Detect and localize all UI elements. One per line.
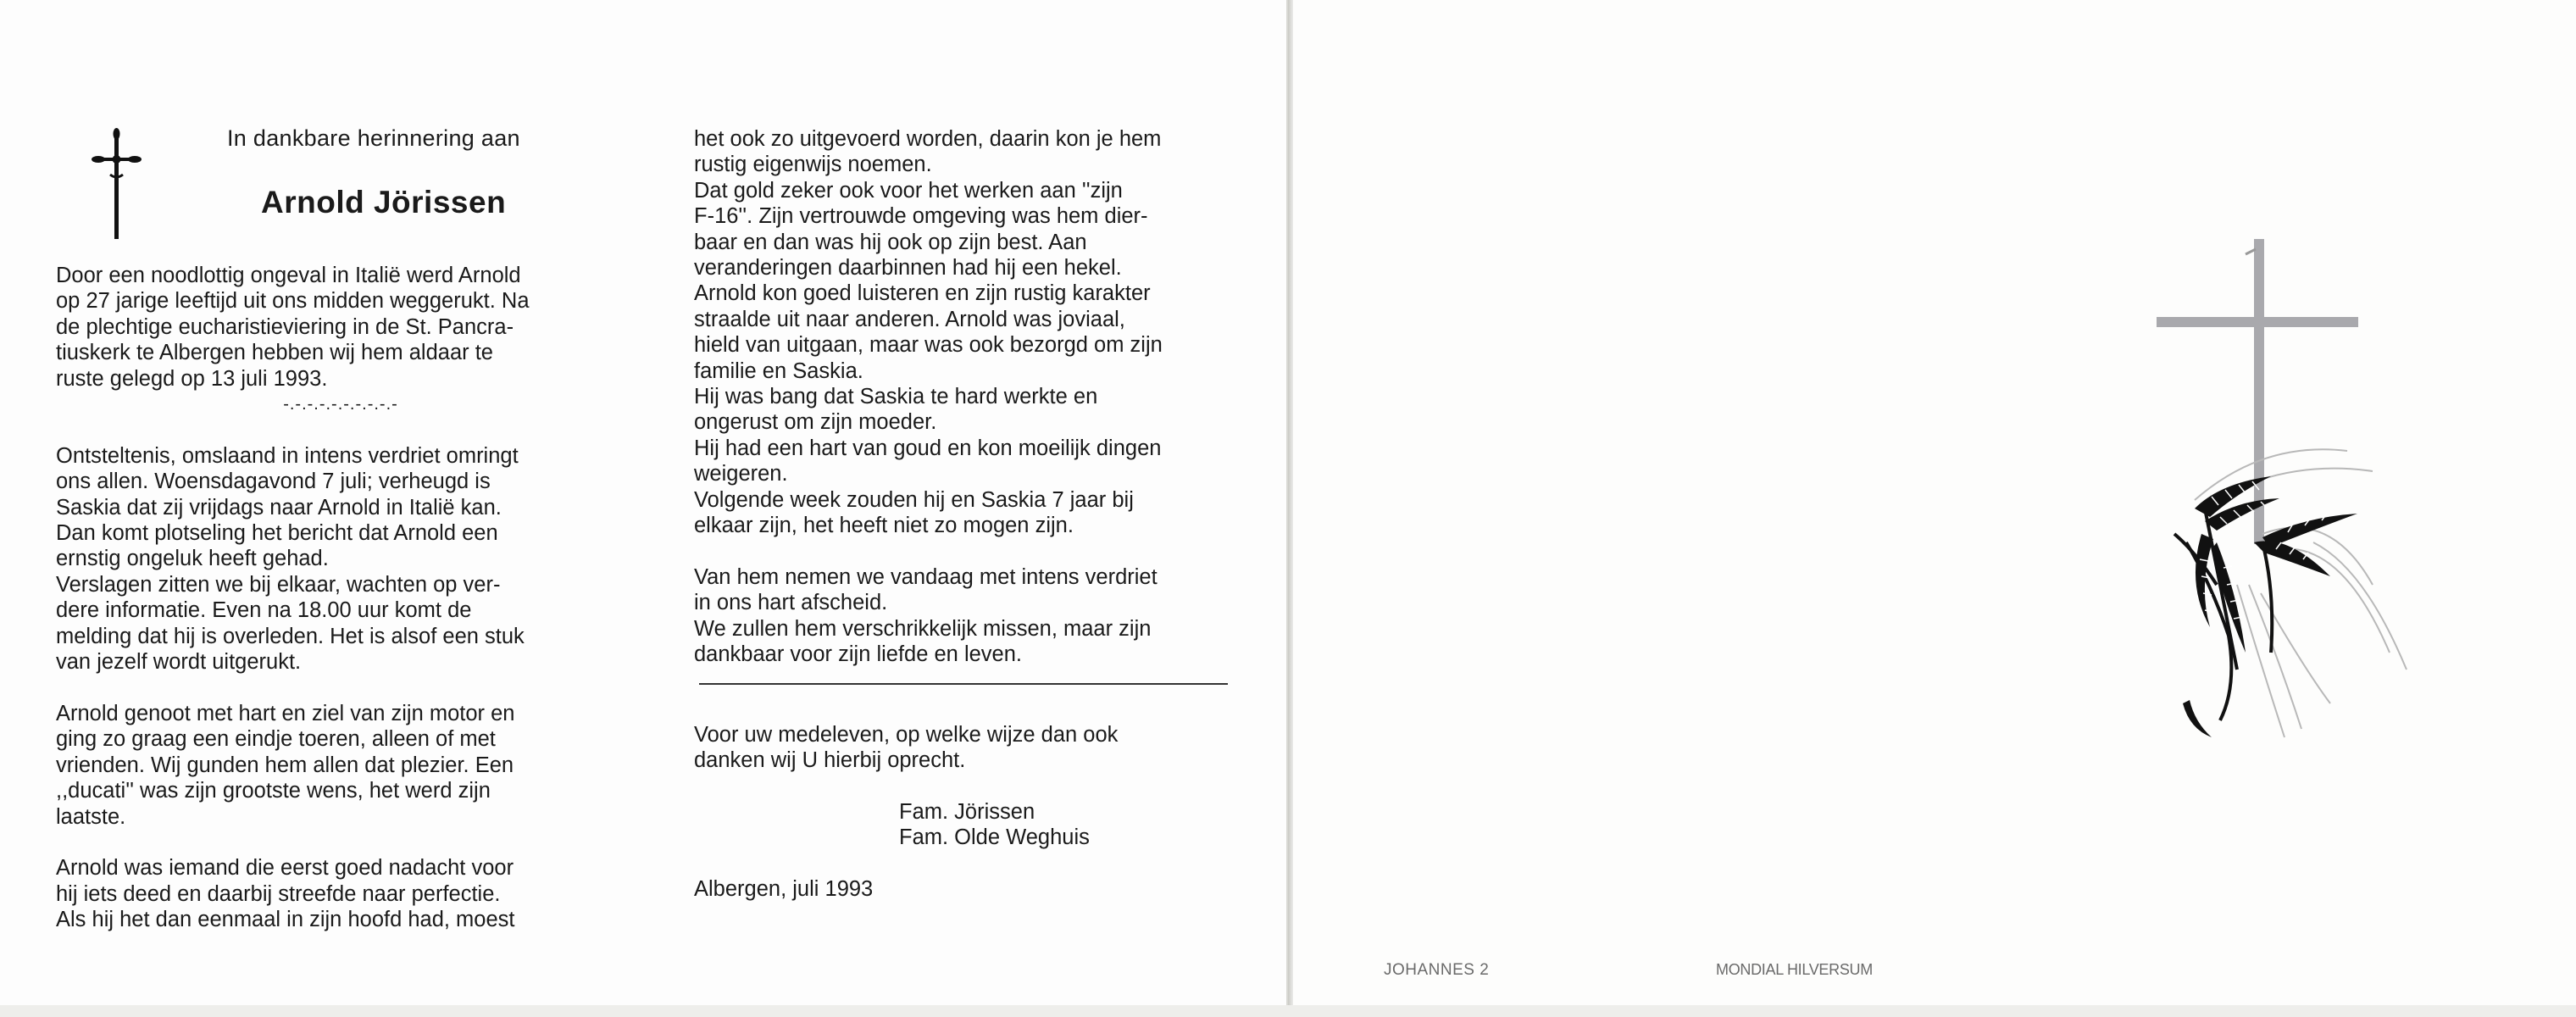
paragraph-farewell — [694, 564, 1228, 668]
text-line: Hij had een hart van goud en kon moeilijk dingen — [694, 436, 1162, 460]
text-line: ging zo graag een eindje toeren, alleen of met — [56, 727, 496, 752]
paragraph-shock — [56, 443, 591, 675]
text-line: elkaar zijn, het heeft niet zo mogen zijn. — [694, 514, 1074, 538]
printer-footer: MONDIAL HILVERSUM — [1716, 961, 1873, 978]
cross-icon — [92, 127, 142, 241]
text-line: op 27 jarige leeftijd uit ons midden weggerukt. Na — [56, 289, 530, 314]
text-line: Arnold genoot met hart en ziel van zijn motor en — [56, 701, 515, 725]
text-line: de plechtige eucharistieviering in de St. Pancra- — [56, 314, 514, 339]
text-line: Saskia dat zij vrijdags naar Arnold in Italië kan. — [56, 495, 502, 520]
paragraph-accident — [56, 263, 591, 392]
text-line: Verslagen zitten we bij elkaar, wachten op ver- — [56, 572, 501, 597]
right-text-column — [694, 126, 1228, 902]
text-line: Door een noodlottig ongeval in Italië werd Arnold — [56, 264, 521, 287]
text-line: ernstig ongeluk heeft gehad. — [56, 547, 329, 571]
text-line: straalde uit naar anderen. Arnold was joviaal, — [694, 307, 1125, 331]
text-line: het ook zo uitgevoerd worden, daarin kon je hem — [694, 127, 1162, 151]
text-line: Arnold was iemand die eerst goed nadacht voor — [56, 856, 514, 881]
memorial-header: In dankbare herinnering aan — [227, 125, 520, 151]
text-line: veranderingen daarbinnen had hij een hekel. — [694, 256, 1122, 281]
text-line: Dan komt plotseling het bericht dat Arnold een — [56, 521, 498, 546]
text-line: Voor uw medeleven, op welke wijze dan ook — [694, 722, 1119, 747]
horizontal-rule — [699, 683, 1228, 685]
text-line: baar en dan was hij ook op zijn best. Aan — [694, 230, 1087, 254]
text-line: hield van uitgaan, maar was ook bezorgd om zijn — [694, 333, 1163, 358]
text-line: Als hij het dan eenmaal in zijn hoofd had, moest — [56, 908, 515, 932]
text-line: familie en Saskia. — [694, 358, 863, 383]
text-line: tiuskerk te Albergen hebben wij hem aldaar te — [56, 341, 493, 365]
signature-line: Fam. Olde Weghuis — [899, 825, 1090, 850]
deceased-name: Arnold Jörissen — [261, 185, 507, 220]
text-line: ,,ducati'' was zijn grootste wens, het werd zijn — [56, 779, 491, 803]
place-date: Albergen, juli 1993 — [694, 876, 874, 901]
left-text-column — [56, 263, 591, 933]
scan-bottom-edge — [0, 1005, 2576, 1017]
text-line: ongerust om zijn moeder. — [694, 410, 937, 435]
text-line: Hij was bang dat Saskia te hard werkte en — [694, 385, 1098, 409]
text-line: weigeren. — [694, 462, 788, 486]
text-line: We zullen hem verschrikkelijk missen, maar zijn — [694, 616, 1152, 641]
text-line: van jezelf wordt uitgerukt. — [56, 650, 302, 675]
cross-with-wheat-icon — [2135, 229, 2423, 746]
text-line: dankbaar voor zijn liefde en leven. — [694, 642, 1022, 667]
dotted-separator: -.-.-.-.-.-.-.-.-.- — [283, 395, 398, 414]
text-line: vrienden. Wij gunden hem allen dat plezier. Een — [56, 753, 514, 777]
text-line: dere informatie. Even na 18.00 uur komt de — [56, 598, 472, 623]
card-code-footer: JOHANNES 2 — [1384, 961, 1490, 979]
text-line: Volgende week zouden hij en Saskia 7 jaar bij — [694, 487, 1134, 512]
paragraph-thanks — [694, 722, 1228, 774]
text-line: hij iets deed en daarbij streefde naar perfectie. — [56, 881, 501, 906]
text-line: Van hem nemen we vandaag met intens verdriet — [694, 564, 1158, 589]
text-line: F-16''. Zijn vertrouwde omgeving was hem dier- — [694, 204, 1148, 229]
text-line: ons allen. Woensdagavond 7 juli; verheugd is — [56, 470, 491, 494]
paragraph-character — [56, 855, 591, 932]
text-line: Dat gold zeker ook voor het werken aan ''zijn — [694, 178, 1123, 203]
family-signatures — [694, 799, 1228, 851]
text-line: laatste. — [56, 804, 126, 829]
text-line: melding dat hij is overleden. Het is alsof een stuk — [56, 624, 525, 648]
paragraph-motor — [56, 701, 591, 830]
text-line: Arnold kon goed luisteren en zijn rustig karakter — [694, 281, 1151, 306]
text-line: danken wij U hierbij oprecht. — [694, 747, 966, 772]
signature-line: Fam. Jörissen — [899, 799, 1035, 824]
text-line: rustig eigenwijs noemen. — [694, 153, 932, 177]
text-line: ruste gelegd op 13 juli 1993. — [56, 366, 328, 391]
text-line: Ontsteltenis, omslaand in intens verdriet omringt — [56, 443, 519, 468]
paragraph-work — [694, 126, 1228, 539]
text-line: in ons hart afscheid. — [694, 591, 888, 615]
